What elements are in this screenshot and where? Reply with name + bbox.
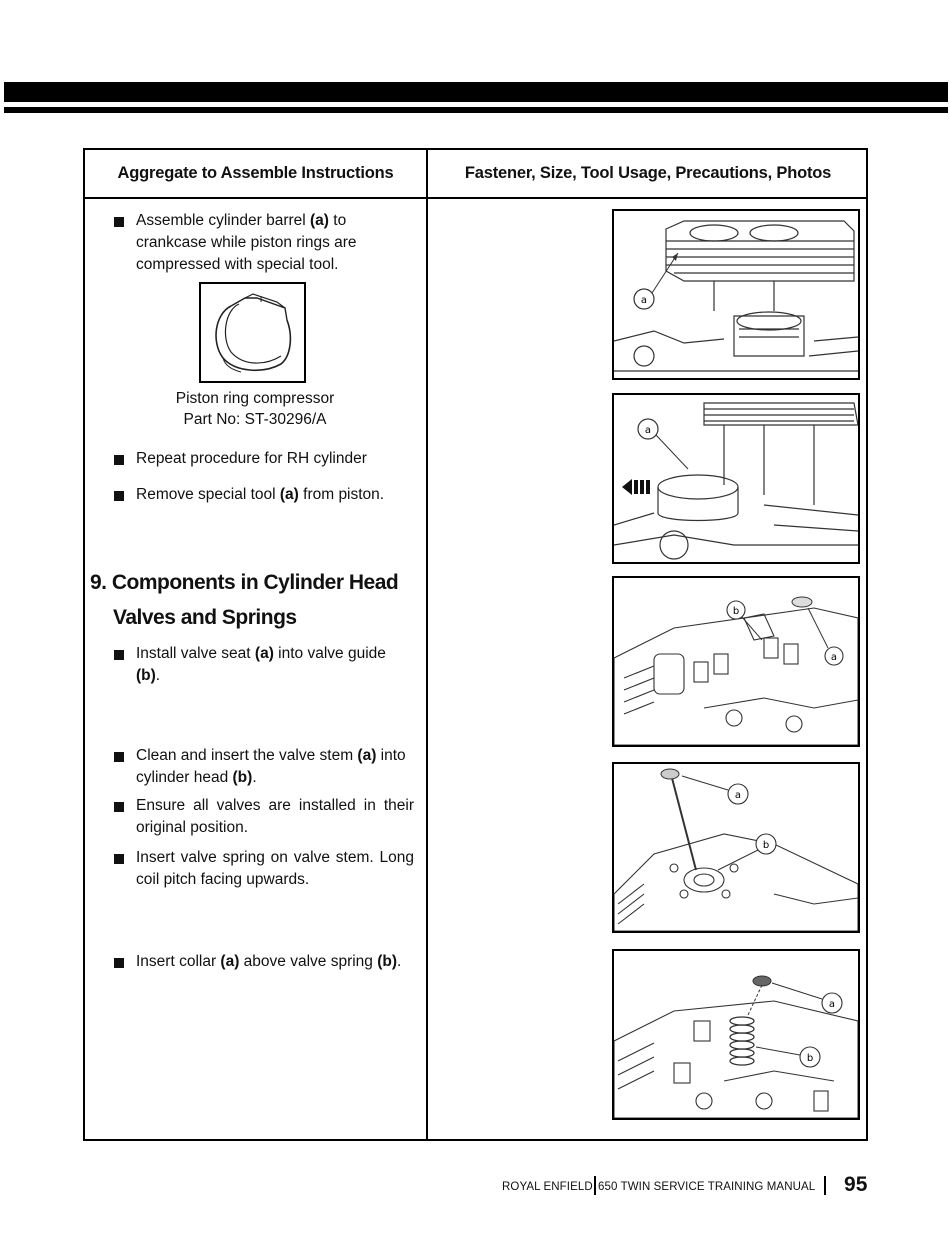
bullet-square-icon (114, 752, 124, 762)
bullet-square-icon (114, 650, 124, 660)
step-text: into valve guide (273, 645, 386, 662)
header-bar-thin (4, 107, 948, 113)
photo-valve-seat (612, 576, 860, 747)
bullet-square-icon (114, 491, 124, 501)
step-text: Assemble cylinder barrel (136, 212, 311, 229)
step-text: . (155, 667, 161, 684)
callout-a-label: a (828, 999, 836, 1010)
step-text: into cylinder head (136, 747, 406, 786)
step-insert-stem (114, 745, 414, 789)
callout-b-label: b (762, 840, 770, 851)
step-assemble-barrel (114, 210, 414, 276)
valve-collar-illustration (614, 951, 858, 1118)
column-header-instructions: Aggregate to Assemble Instructions (117, 164, 394, 182)
step-text: Insert valve spring on valve stem. Long coil pitch facing upwards. (136, 849, 414, 888)
cylinder-barrel-illustration (614, 211, 858, 378)
bullet-square-icon (114, 455, 124, 465)
photo-cylinder-barrel (612, 209, 860, 380)
header-divider (85, 197, 866, 199)
step-text: Remove special tool (136, 486, 280, 503)
valve-spring (730, 1017, 754, 1065)
step-install-seat (114, 643, 414, 687)
step-text: . (397, 953, 402, 970)
step-text: Insert collar (136, 953, 221, 970)
callout-b-label: b (806, 1053, 814, 1064)
tool-caption-part-number: Part No: ST-30296/A (183, 411, 327, 428)
column-divider (426, 150, 428, 1139)
header-bar-thick (4, 82, 948, 102)
page-footer (480, 1172, 870, 1200)
valve-seat-illustration (614, 578, 858, 745)
photo-valve-stem (612, 762, 860, 933)
piston-ring-compressor-image (199, 282, 306, 383)
step-insert-spring (114, 847, 414, 891)
ring-compressor-illustration (201, 284, 304, 381)
step-text: to crankcase while piston rings are compressed with special tool. (136, 212, 357, 273)
remove-tool-illustration (614, 395, 858, 562)
footer-separator (594, 1176, 596, 1195)
bullet-square-icon (114, 217, 124, 227)
ref-b: (b) (136, 667, 156, 684)
ref-b: (b) (232, 769, 253, 786)
ref-a: (a) (357, 747, 377, 764)
footer-separator (824, 1176, 826, 1195)
page-number: 95 (844, 1173, 868, 1196)
column-header-fasteners: Fastener, Size, Tool Usage, Precautions, Photos (464, 164, 832, 182)
step-text: Install valve seat (136, 645, 255, 662)
callout-a-label: a (734, 790, 742, 801)
valve-stem-illustration (614, 764, 858, 931)
footer-manual-title: 650 TWIN SERVICE TRAINING MANUAL (598, 1181, 816, 1193)
bullet-square-icon (114, 854, 124, 864)
step-text: Repeat procedure for RH cylinder (136, 450, 367, 467)
ref-a: (a) (220, 953, 240, 970)
step-text: . (252, 769, 257, 786)
photo-remove-tool (612, 393, 860, 564)
step-text: above valve spring (239, 953, 378, 970)
step-text: Clean and insert the valve stem (136, 747, 358, 764)
step-ensure-valves (114, 795, 414, 839)
bullet-square-icon (114, 802, 124, 812)
photo-valve-collar (612, 949, 860, 1120)
callout-a-label: a (644, 425, 652, 436)
step-insert-collar (114, 951, 414, 973)
footer-brand: ROYAL ENFIELD (502, 1181, 593, 1193)
arrow-left-icon (622, 479, 650, 495)
callout-a-label: a (640, 295, 648, 306)
section-subtitle: Valves and Springs (113, 606, 297, 629)
step-text: Ensure all valves are installed in their original position. (136, 797, 414, 836)
step-remove-tool (114, 484, 414, 506)
ref-a: (a) (279, 486, 299, 503)
section-title: 9. Components in Cylinder Head (90, 571, 399, 594)
callout-a-label: a (830, 652, 838, 663)
ref-b: (b) (377, 953, 398, 970)
ref-a: (a) (254, 645, 274, 662)
step-repeat-rh (114, 448, 414, 470)
tool-caption-name: Piston ring compressor (175, 390, 335, 407)
instruction-table (83, 148, 868, 1141)
ref-a: (a) (310, 212, 329, 229)
step-text: from piston. (298, 486, 385, 503)
bullet-square-icon (114, 958, 124, 968)
callout-b-label: b (732, 606, 740, 617)
